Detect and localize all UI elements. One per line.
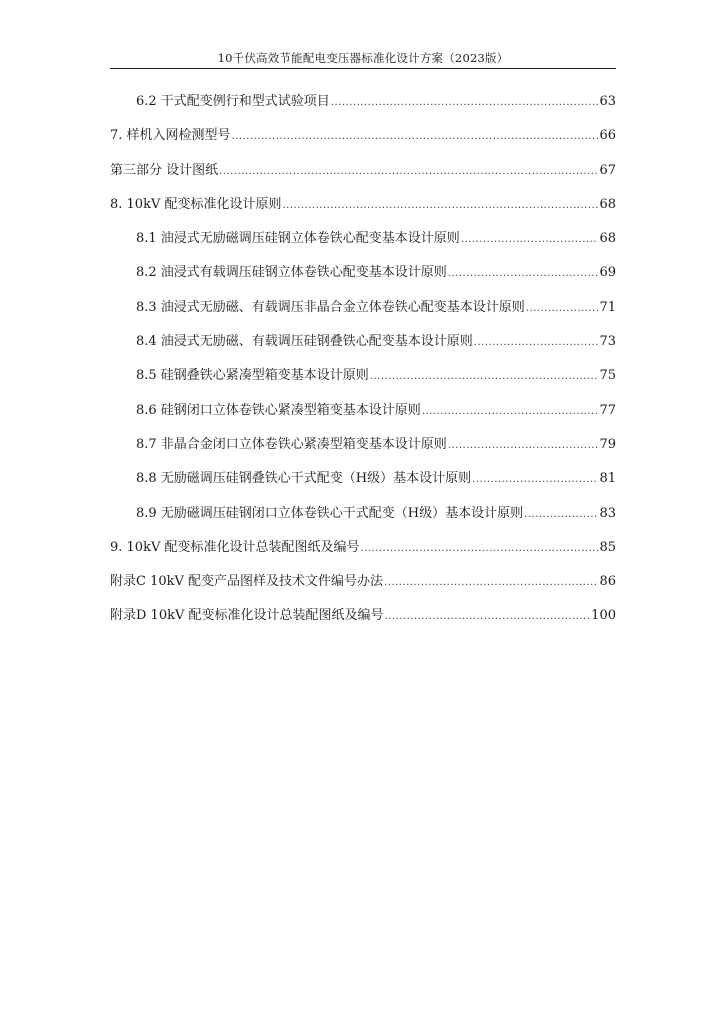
- toc-entry-title: 第三部分 设计图纸: [110, 162, 219, 178]
- running-header: 10千伏高效节能配电变压器标准化设计方案（2023版）: [217, 51, 509, 65]
- toc-entry[interactable]: [110, 90, 616, 124]
- toc-entry[interactable]: [110, 604, 616, 638]
- toc-leader: [331, 97, 599, 108]
- toc-entry[interactable]: [110, 399, 616, 433]
- toc-leader: [219, 166, 598, 177]
- toc-entry[interactable]: [110, 433, 616, 467]
- toc-entry[interactable]: [110, 193, 616, 227]
- toc-entry-title: 8. 10kV 配变标准化设计原则: [110, 196, 282, 212]
- toc-leader: [232, 131, 599, 142]
- toc-entry-title: 8.9 无励磁调压硅钢闭口立体卷铁心干式配变（H级）基本设计原则: [136, 505, 524, 521]
- toc-entry-page: 68: [599, 196, 616, 212]
- toc-entry-page: 71: [599, 299, 616, 315]
- toc-entry-page: 66: [599, 128, 616, 144]
- toc-leader: [461, 234, 599, 245]
- toc-entry-title: 8.1 油浸式无励磁调压硅钢立体卷铁心配变基本设计原则: [136, 231, 460, 247]
- toc-entry-page: 77: [599, 402, 616, 418]
- toc-entry-title: 7. 样机入网检测型号: [110, 128, 231, 144]
- toc-entry[interactable]: [110, 227, 616, 261]
- toc-entry-page: 69: [599, 265, 616, 281]
- toc-leader: [472, 474, 598, 485]
- toc-entry-page: 73: [599, 334, 616, 350]
- toc-entry-page: 83: [599, 505, 616, 521]
- toc-entry-page: 67: [599, 162, 616, 178]
- toc-leader: [384, 577, 598, 588]
- toc-entry-title: 6.2 干式配变例行和型式试验项目: [136, 94, 330, 109]
- toc-entry[interactable]: [110, 296, 616, 330]
- toc-leader: [422, 406, 599, 417]
- toc-leader: [360, 543, 598, 554]
- toc-entry-title: 9. 10kV 配变标准化设计总装配图纸及编号: [110, 539, 360, 555]
- table-of-contents: [110, 90, 616, 639]
- toc-entry[interactable]: [110, 502, 616, 536]
- toc-entry-title: 8.7 非晶合金闭口立体卷铁心紧凑型箱变基本设计原则: [136, 436, 447, 452]
- toc-leader: [526, 303, 599, 314]
- toc-entry-title: 8.2 油浸式有载调压硅钢立体卷铁心配变基本设计原则: [136, 265, 447, 281]
- toc-entry-title: 附录C 10kV 配变产品图样及技术文件编号办法: [110, 574, 384, 590]
- toc-leader: [370, 371, 599, 382]
- header-rule: [110, 68, 616, 69]
- toc-entry-title: 附录D 10kV 配变标准化设计总装配图纸及编号: [110, 608, 384, 624]
- toc-entry[interactable]: [110, 124, 616, 158]
- toc-entry[interactable]: [110, 159, 616, 193]
- toc-entry-page: 79: [599, 436, 616, 452]
- toc-entry-page: 68: [599, 231, 616, 247]
- toc-entry-title: 8.6 硅钢闭口立体卷铁心紧凑型箱变基本设计原则: [136, 402, 421, 418]
- toc-entry[interactable]: [110, 330, 616, 364]
- toc-entry[interactable]: [110, 467, 616, 501]
- toc-entry-title: 8.5 硅钢叠铁心紧凑型箱变基本设计原则: [136, 368, 369, 384]
- toc-leader: [282, 200, 598, 211]
- toc-entry-title: 8.8 无励磁调压硅钢叠铁心干式配变（H级）基本设计原则: [136, 471, 472, 487]
- toc-entry[interactable]: [110, 261, 616, 295]
- toc-entry-page: 63: [599, 94, 616, 109]
- toc-entry-page: 100: [591, 608, 616, 624]
- toc-entry[interactable]: [110, 536, 616, 570]
- toc-entry-page: 86: [599, 574, 616, 590]
- toc-entry-page: 75: [599, 368, 616, 384]
- toc-entry-title: 8.3 油浸式无励磁、有载调压非晶合金立体卷铁心配变基本设计原则: [136, 299, 525, 315]
- toc-leader: [474, 337, 599, 348]
- toc-leader: [448, 440, 599, 451]
- toc-entry[interactable]: [110, 364, 616, 398]
- toc-entry-page: 81: [599, 471, 616, 487]
- toc-leader: [385, 611, 591, 622]
- toc-leader: [524, 509, 598, 520]
- toc-entry[interactable]: [110, 570, 616, 604]
- toc-leader: [448, 268, 599, 279]
- toc-entry-title: 8.4 油浸式无励磁、有载调压硅钢叠铁心配变基本设计原则: [136, 334, 473, 350]
- toc-entry-page: 85: [599, 539, 616, 555]
